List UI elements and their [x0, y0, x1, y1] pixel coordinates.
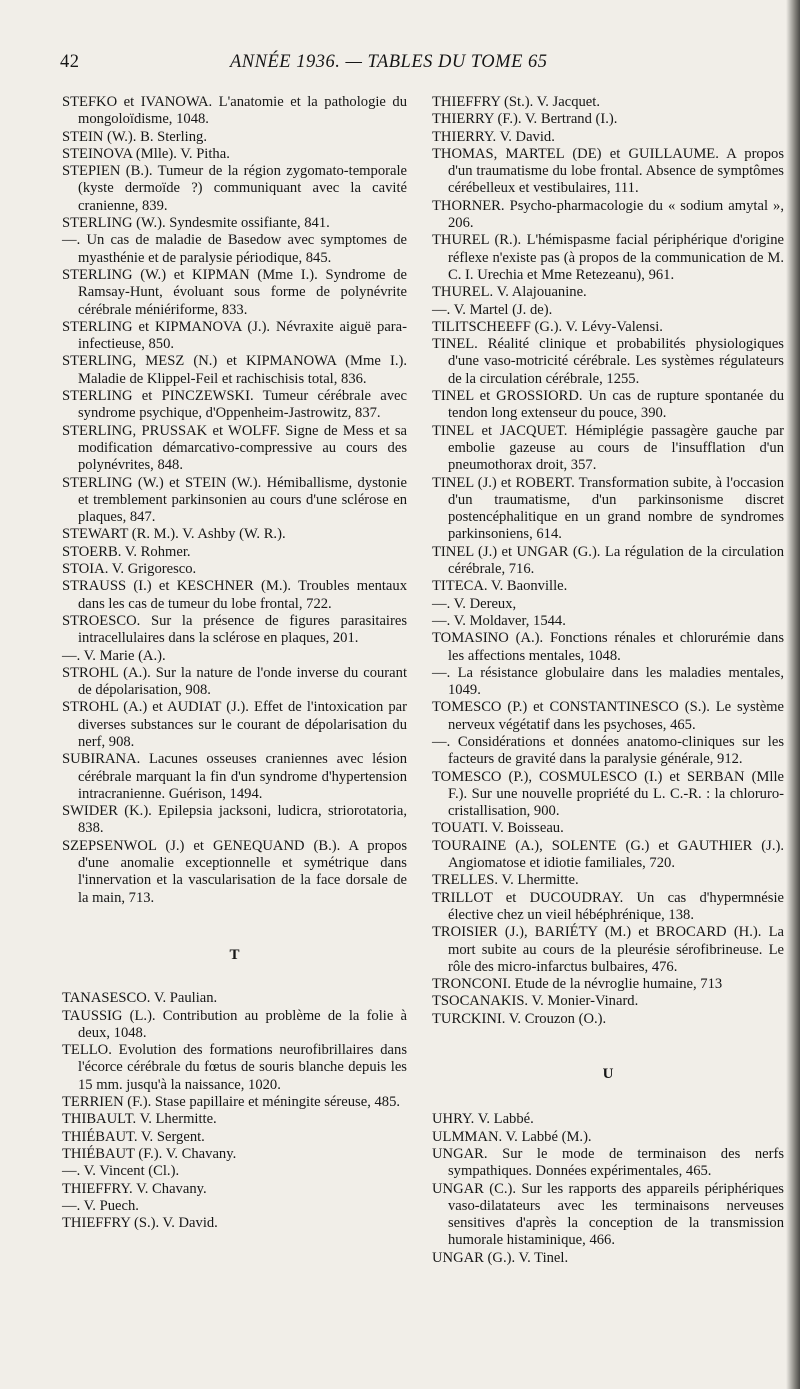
index-entry: TRONCONI. Etude de la névroglie humaine, 713 [432, 976, 723, 993]
index-entry: STERLING, PRUSSAK et WOLFF. Signe de Mess et sa modification démarcativo-compressive au cours des polynévrites, 848. [62, 422, 407, 474]
index-entry: STEINOVA (Mlle). V. Pitha. [62, 145, 230, 162]
index-entry: TINEL et GROSSIORD. Un cas de rupture spontanée du tendon long extenseur du pouce, 390. [432, 388, 784, 422]
left-column [62, 94, 407, 1232]
index-entry: —. Un cas de maladie de Basedow avec symptomes de myasthénie et de paralysie périodique, 845. [62, 232, 407, 266]
index-entry: TILITSCHEEFF (G.). V. Lévy-Valensi. [432, 318, 663, 335]
index-entry: TRELLES. V. Lhermitte. [432, 872, 579, 889]
index-entry: TINEL (J.) et ROBERT. Transformation subite, à l'occasion d'un traumatisme, d'un parkinsonisme discret postencéphalitique en un grand nombre de syndromes parkinsoniens, 614. [432, 474, 784, 543]
index-entry: STERLING et KIPMANOVA (J.). Névraxite aiguë para-infectieuse, 850. [62, 318, 407, 353]
index-entry: TURCKINI. V. Crouzon (O.). [432, 1010, 607, 1027]
index-entry: TOUATI. V. Boisseau. [432, 820, 564, 837]
index-entry: THIEFFRY (St.). V. Jacquet. [432, 94, 600, 110]
index-entry: SWIDER (K.). Epilepsia jacksoni, ludicra, striorotatoria, 838. [62, 803, 407, 837]
index-entry: STEIN (W.). B. Sterling. [62, 128, 207, 145]
index-entry: TSOCANAKIS. V. Monier-Vinard. [432, 993, 639, 1010]
index-entry: UNGAR (C.). Sur les rapports des appareils périphériques vaso-dilatateurs avec les terminaisons nerveuses sensitives d'après la conception de la transmission humorale histaminique, 466. [432, 1180, 784, 1249]
index-entry: STOIA. V. Grigoresco. [62, 561, 197, 578]
index-entry: THOMAS, MARTEL (DE) et GUILLAUME. A propos d'un traumatisme du lobe frontal. Absence de symptômes cérébelleux et vestibulaires, 111. [432, 145, 784, 197]
index-entry: TELLO. Evolution des formations neurofibrillaires dans l'écorce cérébrale du fœtus de souris blanche depuis les 15 mm. jusqu'à la naissance, 1020. [62, 1042, 407, 1093]
page-title: ANNÉE 1936. — TABLES DU TOME 65 [230, 52, 548, 72]
index-entry: STROHL (A.). Sur la nature de l'onde inverse du courant de dépolarisation, 908. [62, 664, 407, 699]
index-entry: THIBAULT. V. Lhermitte. [62, 1111, 217, 1128]
index-list-t-continued [432, 94, 784, 1028]
index-entry: TOMASINO (A.). Fonctions rénales et chlorurémie dans les affections mentales, 1048. [432, 630, 784, 664]
index-entry: STERLING (W.). Syndesmite ossifiante, 841. [62, 215, 330, 232]
index-list-s [62, 94, 407, 907]
index-entry: —. V. Puech. [62, 1197, 139, 1214]
index-entry: UNGAR (G.). V. Tinel. [432, 1249, 569, 1266]
index-entry: STERLING (W.) et KIPMAN (Mme I.). Syndrome de Ramsay-Hunt, évoluant sous forme de polynévrite cérébrale méniériforme, 833. [62, 266, 407, 318]
section-heading-t: T [229, 946, 240, 963]
index-entry: THIEFFRY (S.). V. David. [62, 1215, 218, 1232]
index-entry: TAUSSIG (L.). Contribution au problème de la folie à deux, 1048. [62, 1007, 407, 1041]
index-entry: STERLING et PINCZEWSKI. Tumeur cérébrale avec syndrome psychique, d'Oppenheim-Jastrowitz, 837. [62, 388, 407, 422]
index-entry: —. La résistance globulaire dans les maladies mentales, 1049. [432, 664, 784, 699]
index-entry: STERLING, MESZ (N.) et KIPMANOWA (Mme I.). Maladie de Klippel-Feil et rachischisis total, 836. [62, 353, 407, 387]
index-entry: —. V. Moldaver, 1544. [432, 612, 566, 629]
index-entry: UHRY. V. Labbé. [432, 1111, 534, 1128]
index-entry: STEPIEN (B.). Tumeur de la région zygomato-temporale (kyste dermoïde ?) communiquant avec la cavité cranienne, 839. [62, 163, 407, 214]
index-entry: TINEL et JACQUET. Hémiplégie passagère gauche par embolie gazeuse au cours de l'insufflation d'un pneumothorax droit, 357. [432, 422, 784, 474]
index-entry: —. Considérations et données anatomo-cliniques sur les facteurs de gravité dans la paralysie générale, 912. [432, 733, 784, 768]
index-entry: STEFKO et IVANOWA. L'anatomie et la pathologie du mongoloïdisme, 1048. [62, 94, 407, 128]
index-entry: THUREL (R.). L'hémispasme facial périphérique d'origine réflexe n'existe pas (à propos de la communication de M. C. I. Urechia et Mme Retezeanu), 961. [432, 232, 784, 283]
index-entry: TINEL. Réalité clinique et probabilités physiologiques d'une vaso-motricité cérébrale. Les systèmes régulateurs de la circulation cérébrale, 1255. [432, 336, 784, 387]
page-edge-shadow [786, 0, 800, 1389]
page-header [60, 52, 620, 82]
index-entry: TOMESCO (P.), COSMULESCO (I.) et SERBAN (Mlle F.). Sur une nouvelle propriété du L. C.-R. : la chloruro-cristallisation, 900. [432, 768, 784, 820]
index-entry: THIERRY (F.). V. Bertrand (I.). [432, 111, 618, 128]
index-entry: THIEFFRY. V. Chavany. [62, 1180, 207, 1197]
index-entry: TANASESCO. V. Paulian. [62, 990, 218, 1007]
index-list-u [432, 1111, 784, 1267]
index-entry: ULMMAN. V. Labbé (M.). [432, 1128, 592, 1145]
index-entry: —. V. Vincent (Cl.). [62, 1163, 180, 1180]
index-entry: STROESCO. Sur la présence de figures parasitaires intracellulaires dans la sclérose en plaques, 201. [62, 612, 407, 647]
index-list-t [62, 990, 407, 1232]
index-entry: TINEL (J.) et UNGAR (G.). La régulation de la circulation cérébrale, 716. [432, 543, 784, 578]
index-entry: SUBIRANA. Lacunes osseuses craniennes avec lésion cérébrale marquant la fin d'un syndrome d'hypertension intracranienne. Guérison, 1494. [62, 751, 407, 802]
index-entry: TOURAINE (A.), SOLENTE (G.) et GAUTHIER (J.). Angiomatose et idiotie familiales, 720. [432, 837, 784, 872]
index-entry: THORNER. Psycho-pharmacologie du « sodium amytal », 206. [432, 197, 784, 232]
index-entry: TROISIER (J.), BARIÉTY (M.) et BROCARD (H.). La mort subite au cours de la pleurésie sérofibrineuse. Le rôle des micro-infarctus bulbaires, 476. [432, 924, 784, 975]
index-entry: STEWART (R. M.). V. Ashby (W. R.). [62, 526, 286, 543]
index-entry: THUREL. V. Alajouanine. [432, 284, 587, 301]
index-entry: TRILLOT et DUCOUDRAY. Un cas d'hypermnésie élective chez un vieil hébéphrénique, 138. [432, 889, 784, 923]
page-number: 42 [60, 52, 80, 72]
index-entry: STRAUSS (I.) et KESCHNER (M.). Troubles mentaux dans les cas de tumeur du lobe frontal, 722. [62, 578, 407, 612]
index-entry: THIÉBAUT. V. Sergent. [62, 1128, 205, 1145]
right-column [432, 94, 784, 1267]
index-entry: UNGAR. Sur le mode de terminaison des nerfs sympathiques. Données expérimentales, 465. [432, 1145, 784, 1180]
index-entry: STROHL (A.) et AUDIAT (J.). Effet de l'intoxication par diverses substances sur le courant de dépolarisation du nerf, 908. [62, 699, 407, 750]
index-entry: TITECA. V. Baonville. [432, 578, 568, 595]
section-heading-u: U [602, 1066, 614, 1083]
index-entry: STOERB. V. Rohmer. [62, 543, 191, 560]
index-entry: —. V. Dereux, [432, 595, 517, 612]
index-entry: TOMESCO (P.) et CONSTANTINESCO (S.). Le système nerveux végétatif dans les psychoses, 465. [432, 699, 784, 733]
index-entry: —. V. Martel (J. de). [432, 301, 553, 318]
index-entry: THIÉBAUT (F.). V. Chavany. [62, 1145, 237, 1162]
index-entry: TERRIEN (F.). Stase papillaire et méningite séreuse, 485. [62, 1094, 401, 1111]
index-entry: —. V. Marie (A.). [62, 647, 166, 664]
index-entry: THIERRY. V. David. [432, 128, 555, 145]
index-entry: SZEPSENWOL (J.) et GENEQUAND (B.). A propos d'une anomalie exceptionnelle et symétrique dans l'innervation et la vascularisation de la face dorsale de la main, 713. [62, 837, 407, 906]
index-entry: STERLING (W.) et STEIN (W.). Hémiballisme, dystonie et tremblement parkinsonien au cours d'une sclérose en plaques, 847. [62, 474, 407, 526]
